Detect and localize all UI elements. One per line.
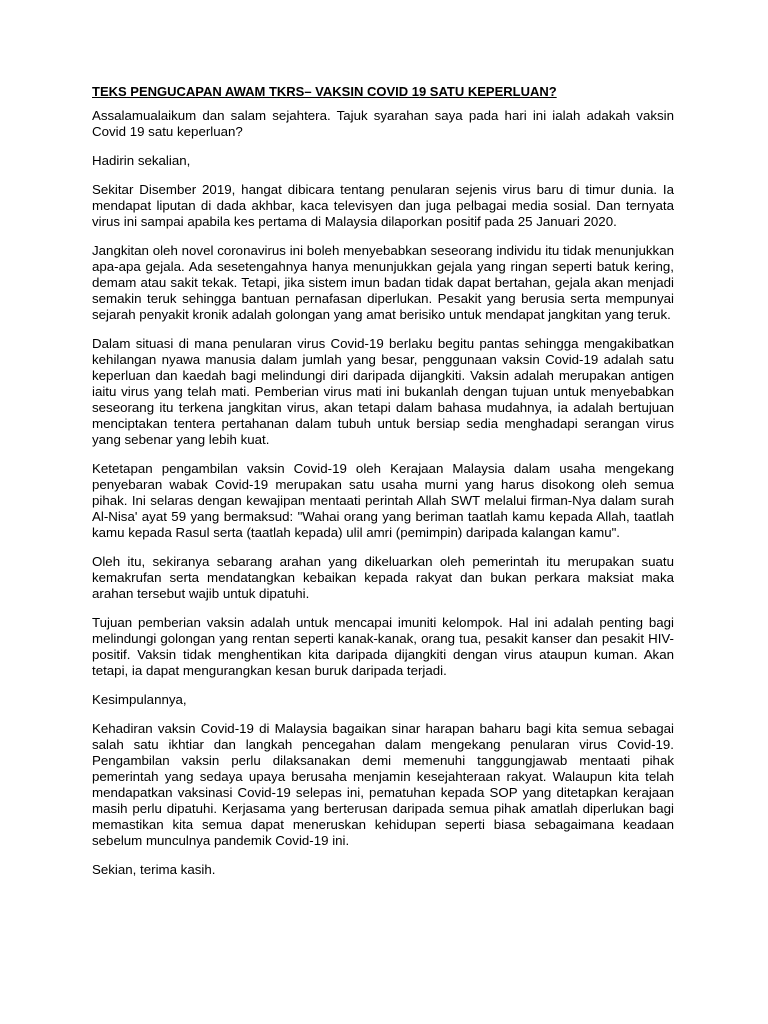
paragraph-symptoms: Jangkitan oleh novel coronavirus ini boleh menyebabkan seseorang individu itu tidak menunjukkan apa-apa gejala. Ada sesetengahnya hanya menunjukkan gejala yang ringan seperti batuk kering, demam atau sakit tekak. Tetapi, jika sistem imun badan tidak dapat bertahan, gejala akan menjadi semakin teruk sehingga bantuan pernafasan diperlukan. Pesakit yang berusia serta mempunyai sejarah penyakit kronik adalah golongan yang amat berisiko untuk mendapat jangkitan yang teruk. xyxy=(92,243,674,322)
document-title: TEKS PENGUCAPAN AWAM TKRS– VAKSIN COVID 19 SATU KEPERLUAN? xyxy=(92,84,557,99)
paragraph-closing: Sekian, terima kasih. xyxy=(92,862,216,877)
paragraph-background: Sekitar Disember 2019, hangat dibicara tentang penularan sejenis virus baru di timur dunia. Ia mendapat liputan di dada akhbar, kaca televisyen dan juga pelbagai media sosial. Dan ternyata virus ini sampai apabila kes pertama di Malaysia dilaporkan positif pada 25 Januari 2020. xyxy=(92,182,674,229)
paragraph-obedience: Oleh itu, sekiranya sebarang arahan yang dikeluarkan oleh pemerintah itu merupakan suatu kemakrufan serta mendatangkan kebaikan kepada rakyat dan bukan perkara maksiat maka arahan tersebut wajib untuk dipatuhi. xyxy=(92,554,674,601)
paragraph-greeting: Assalamualaikum dan salam sejahtera. Tajuk syarahan saya pada hari ini ialah adakah vaksin Covid 19 satu keperluan? xyxy=(92,108,674,139)
paragraph-vaccine-need: Dalam situasi di mana penularan virus Covid-19 berlaku begitu pantas sehingga mengakibatkan kehilangan nyawa manusia dalam jumlah yang besar, penggunaan vaksin Covid-19 adalah satu keperluan dan kaedah bagi melindungi diri daripada dijangkiti. Vaksin adalah merupakan antigen iaitu virus yang telah mati. Pemberian virus mati ini bukanlah dengan tujuan untuk menyebabkan seseorang itu terkena jangkitan virus, akan tetapi dalam bahasa mudahnya, ia adalah bertujuan menciptakan tentera pertahanan dalam tubuh untuk bersiap sedia menghadapi serangan virus yang sebenar yang lebih kuat. xyxy=(92,336,674,447)
paragraph-government-policy: Ketetapan pengambilan vaksin Covid-19 oleh Kerajaan Malaysia dalam usaha mengekang penyebaran wabak Covid-19 merupakan satu usaha murni yang harus disokong oleh semua pihak. Ini selaras dengan kewajipan mentaati perintah Allah SWT melalui firman-Nya dalam surah Al-Nisa' ayat 59 yang bermaksud: "Wahai orang yang beriman taatlah kamu kepada Allah, taatlah kamu kepada Rasul serta (taatlah kepada) ulil amri (pemimpin) daripada kalangan kamu". xyxy=(92,461,674,540)
paragraph-conclusion-heading: Kesimpulannya, xyxy=(92,692,187,707)
paragraph-conclusion: Kehadiran vaksin Covid-19 di Malaysia bagaikan sinar harapan baharu bagi kita semua sebagai salah satu ikhtiar dan langkah pencegahan dalam mengekang penularan virus Covid-19. Pengambilan vaksin perlu dilaksanakan demi memenuhi tanggungjawab mentaati pihak pemerintah yang sedaya upaya berusaha menjamin kesejahteraan rakyat. Walaupun kita telah mendapatkan vaksinasi Covid-19 selepas ini, pematuhan kepada SOP yang ditetapkan kerajaan masih perlu dipatuhi. Kerjasama yang berterusan daripada semua pihak amatlah diperlukan bagi memastikan kita semua dapat meneruskan kehidupan seperti biasa sebagaimana keadaan sebelum munculnya pandemik Covid-19 ini. xyxy=(92,721,674,848)
paragraph-audience-address: Hadirin sekalian, xyxy=(92,153,191,168)
paragraph-herd-immunity: Tujuan pemberian vaksin adalah untuk mencapai imuniti kelompok. Hal ini adalah penting bagi melindungi golongan yang rentan seperti kanak-kanak, orang tua, pesakit kanser dan pesakit HIV-positif. Vaksin tidak menghentikan kita daripada dijangkiti dengan virus ataupun kuman. Akan tetapi, ia dapat mengurangkan kesan buruk daripada terjadi. xyxy=(92,615,674,678)
document-page xyxy=(92,84,674,891)
